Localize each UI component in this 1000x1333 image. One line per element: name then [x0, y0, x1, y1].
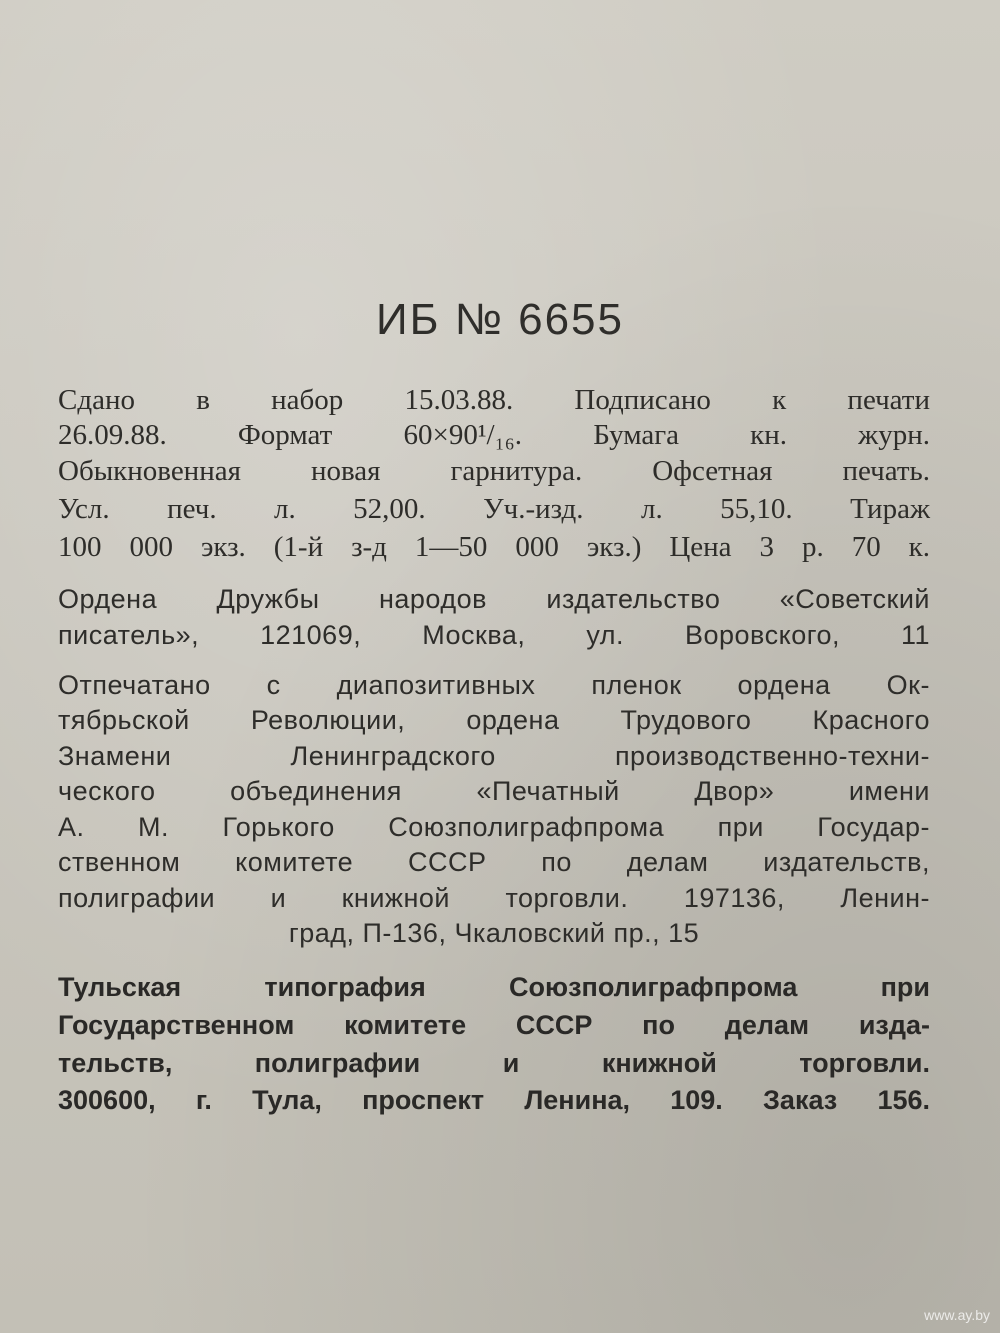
printer-line: тябрьской Революции, ордена Трудового Красного: [58, 705, 930, 735]
imprint-line: 26.09.88. Формат 60×90¹/₁₆. Бумага кн. журн.: [58, 419, 930, 451]
publisher-line: Ордена Дружбы народов издательство «Советский: [58, 584, 930, 614]
imprint-line: 100 000 экз. (1-й з-д 1—50 000 экз.) Цена 3 р. 70 к.: [58, 531, 930, 563]
imprint-line: Сдано в набор 15.03.88. Подписано к печати: [58, 384, 930, 416]
imprint-line: Усл. печ. л. 52,00. Уч.-изд. л. 55,10. Тираж: [58, 493, 930, 525]
typography-line: Государственном комитете СССР по делам изда-: [58, 1010, 930, 1040]
imprint-line: Обыкновенная новая гарнитура. Офсетная печать.: [58, 455, 930, 487]
printer-line: А. М. Горького Союзполиграфпрома при Государ-: [58, 812, 930, 842]
publisher-line: писатель», 121069, Москва, ул. Воровского, 11: [58, 620, 930, 650]
printer-line: ческого объединения «Печатный Двор» имени: [58, 776, 930, 806]
printer-line: ственном комитете СССР по делам издательств,: [58, 847, 930, 877]
typography-line: Тульская типография Союзполиграфпрома при: [58, 972, 930, 1002]
printer-line: полиграфии и книжной торговли. 197136, Ленин-: [58, 883, 930, 913]
printer-line: град, П-136, Чкаловский пр., 15: [288, 918, 700, 948]
imprint-number-heading: ИБ № 6655: [375, 295, 625, 344]
site-watermark: www.ay.by: [924, 1307, 990, 1323]
typography-line: тельств, полиграфии и книжной торговли.: [58, 1048, 930, 1078]
printer-line: Отпечатано с диапозитивных пленок ордена Ок-: [58, 670, 930, 700]
printer-line: Знамени Ленинградского производственно-техни-: [58, 741, 930, 771]
typography-line: 300600, г. Тула, проспект Ленина, 109. Заказ 156.: [58, 1085, 930, 1115]
